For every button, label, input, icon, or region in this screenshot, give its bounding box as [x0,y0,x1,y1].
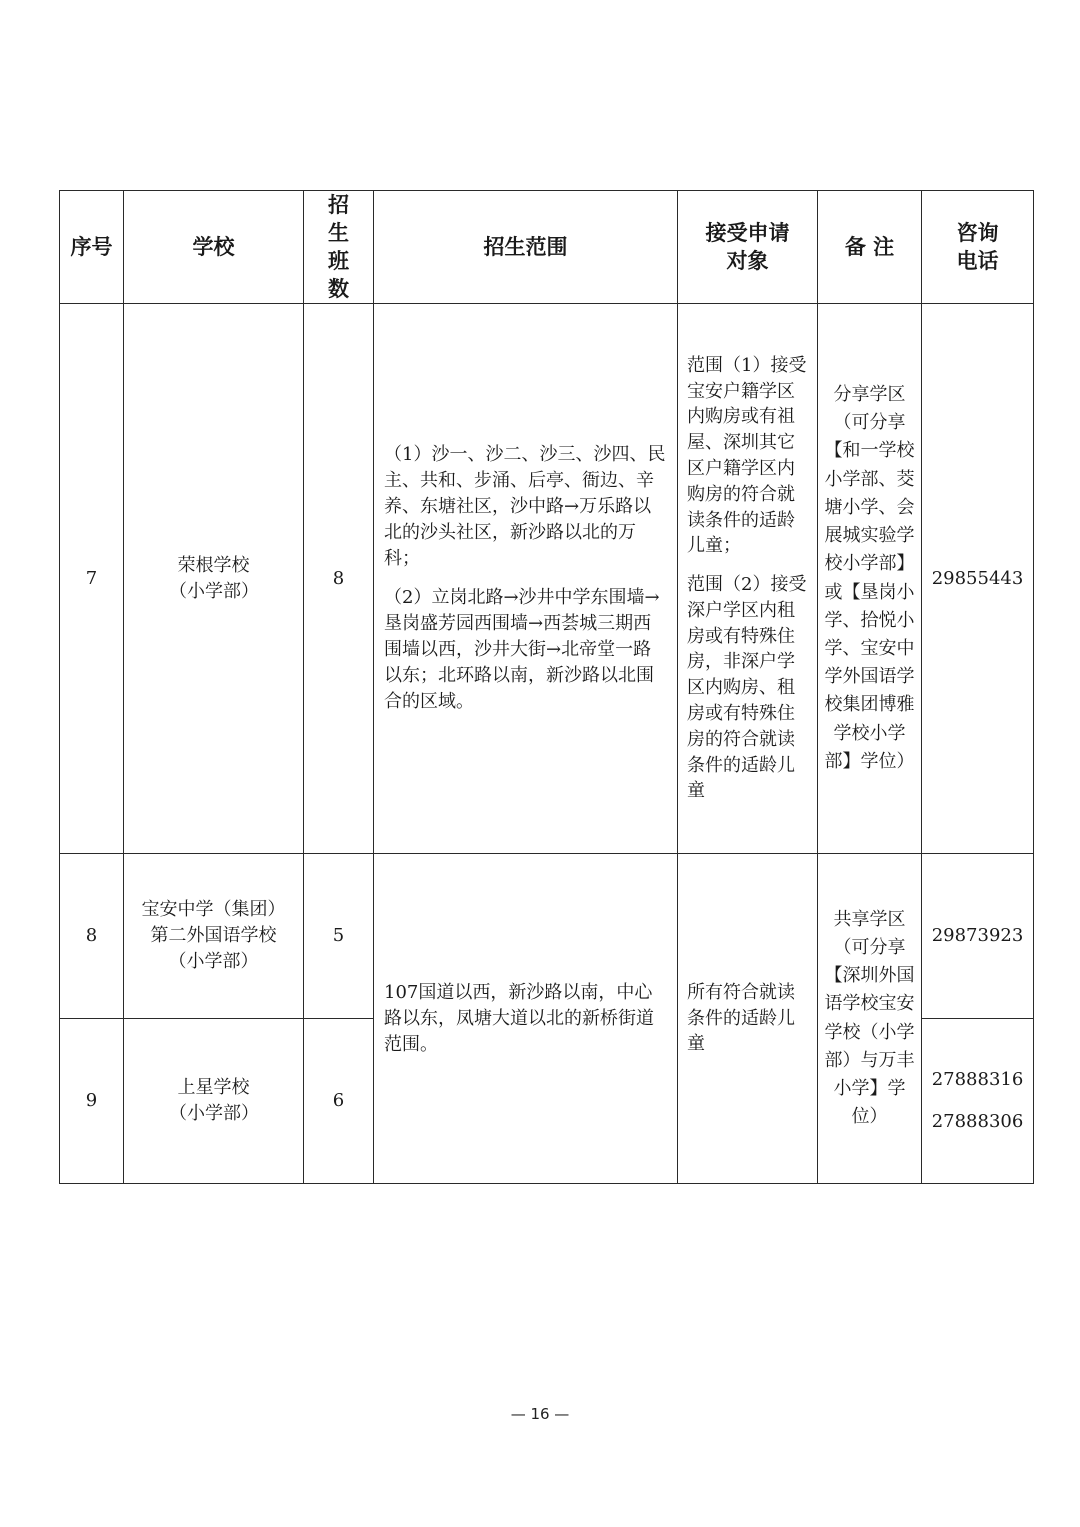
row-phone [922,854,1034,1019]
row-classes: 6 [304,1019,374,1184]
row-school: 荣根学校（小学部） [124,304,304,854]
scope-paragraph-2: （2）立岗北路→沙井中学东围墙→垦岗盛芳园西围墙→西荟城三期西围墙以西，沙井大街→北帝堂一路以东；北环路以南，新沙路以北围合的区域。 [384,587,660,712]
phone-number: 29873923 [931,925,1024,946]
applicants-paragraph-2: 范围（2）接受深户学区内租房或有特殊住房，非深户学区内购房、租房或有特殊住房的符合就读条件的适龄儿童 [687,574,807,802]
row-note: 分享学区（可分享【和一学校小学部、茭塘小学、会展城实验学校小学部】或【垦岗小学、拾悦小学、宝安中学外国语学校集团博雅学校小学部】学位） [818,304,922,854]
row-no: 7 [60,304,124,854]
row-school: 宝安中学（集团）第二外国语学校（小学部） [124,854,304,1019]
shared-note: 共享学区（可分享【深圳外国语学校宝安学校（小学部）与万丰小学】学位） [818,854,922,1184]
row-phone [922,1019,1034,1184]
phone-number: 29855443 [931,567,1024,589]
row-scope [374,304,678,854]
row-applicants [678,304,818,854]
row-classes: 8 [304,304,374,854]
scope-paragraph-1: （1）沙一、沙二、沙三、沙四、民主、共和、步涌、后亭、衙边、辛养、东塘社区，沙中路→万乐路以北的沙头社区，新沙路以北的万科； [384,444,666,569]
header-scope: 招生范围 [374,191,678,304]
header-no: 序号 [60,191,124,304]
header-phone: 咨询电话 [922,191,1034,304]
phone-number: 27888316 [931,1069,1024,1090]
row-no: 8 [60,854,124,1019]
enrollment-table [59,190,1034,1184]
page-number: — 16 — [510,1405,570,1423]
row-school: 上星学校（小学部） [124,1019,304,1184]
row-phone [922,304,1034,854]
table-row [60,854,1034,1019]
header-applicants: 接受申请对象 [678,191,818,304]
shared-applicants: 所有符合就读条件的适龄儿童 [678,854,818,1184]
header-note: 备 注 [818,191,922,304]
table-row [60,304,1034,854]
phone-number: 27888306 [931,1111,1024,1132]
table-header-row [60,191,1034,304]
applicants-paragraph-1: 范围（1）接受宝安户籍学区内购房或有祖屋、深圳其它区户籍学区内购房的符合就读条件的适龄儿童； [687,354,807,557]
header-classes: 招生班数 [304,191,374,304]
row-classes: 5 [304,854,374,1019]
row-no: 9 [60,1019,124,1184]
header-school: 学校 [124,191,304,304]
shared-scope: 107国道以西，新沙路以南，中心路以东，凤塘大道以北的新桥街道范围。 [374,854,678,1184]
